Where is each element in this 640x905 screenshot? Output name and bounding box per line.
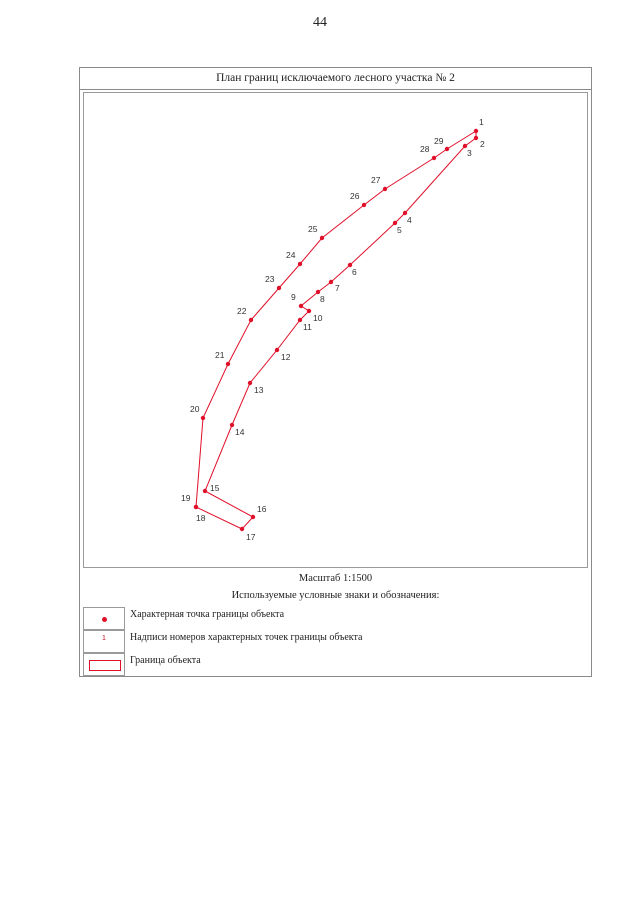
- point-label-17: 17: [246, 532, 256, 542]
- point-label-24: 24: [286, 250, 296, 260]
- point-number-symbol: 1: [102, 635, 106, 642]
- point-label-11: 11: [303, 322, 312, 332]
- point-label-19: 19: [181, 493, 191, 503]
- plan-frame: [79, 67, 592, 677]
- point-label-16: 16: [257, 504, 267, 514]
- legend-label: Надписи номеров характерных точек границы объекта: [130, 632, 363, 643]
- boundary-point-10: [307, 309, 311, 313]
- boundary-point-7: [329, 280, 333, 284]
- point-label-29: 29: [434, 136, 444, 146]
- boundary-point-28: [432, 156, 436, 160]
- boundary-point-22: [249, 318, 253, 322]
- point-label-26: 26: [350, 191, 360, 201]
- point-label-14: 14: [235, 427, 245, 437]
- map-area: [83, 92, 588, 568]
- point-label-5: 5: [397, 225, 402, 235]
- point-label-4: 4: [407, 215, 412, 225]
- boundary-map: [84, 93, 589, 569]
- boundary-point-26: [362, 203, 366, 207]
- boundary-point-12: [275, 348, 279, 352]
- point-label-22: 22: [237, 306, 247, 316]
- point-label-1: 1: [479, 117, 484, 127]
- legend-label: Характерная точка границы объекта: [130, 609, 285, 620]
- red-dot-icon: [102, 617, 107, 622]
- legend-symbol-box: [83, 630, 125, 653]
- legend-item-number: [80, 630, 591, 655]
- boundary-point-29: [445, 147, 449, 151]
- boundary-line-icon: [89, 660, 121, 671]
- point-label-25: 25: [308, 224, 318, 234]
- legend-heading: Используемые условные знаки и обозначения:: [231, 590, 440, 601]
- scale-label: Масштаб 1:1500: [298, 573, 373, 584]
- point-label-7: 7: [335, 283, 340, 293]
- boundary-point-17: [240, 527, 244, 531]
- legend-symbol-box: [83, 607, 125, 630]
- boundary-point-1: [474, 129, 478, 133]
- boundary-line: [196, 131, 476, 529]
- boundary-point-21: [226, 362, 230, 366]
- boundary-point-9: [299, 304, 303, 308]
- point-label-9: 9: [291, 292, 296, 302]
- point-label-18: 18: [196, 513, 206, 523]
- boundary-points: [181, 117, 485, 542]
- boundary-point-11: [298, 318, 302, 322]
- legend-symbol-box: [83, 653, 125, 676]
- point-label-13: 13: [254, 385, 264, 395]
- point-label-3: 3: [467, 148, 472, 158]
- boundary-point-13: [248, 381, 252, 385]
- point-label-10: 10: [313, 313, 323, 323]
- boundary-point-27: [383, 187, 387, 191]
- legend-item-boundary: [80, 653, 591, 678]
- point-label-15: 15: [210, 483, 220, 493]
- boundary-point-24: [298, 262, 302, 266]
- boundary-point-15: [203, 489, 207, 493]
- boundary-point-19: [194, 505, 198, 509]
- point-label-27: 27: [371, 175, 381, 185]
- point-label-23: 23: [265, 274, 275, 284]
- boundary-point-16: [251, 515, 255, 519]
- point-label-6: 6: [352, 267, 357, 277]
- point-label-8: 8: [320, 294, 325, 304]
- page-number: 44: [313, 15, 327, 30]
- point-label-2: 2: [480, 139, 485, 149]
- legend-label: Граница объекта: [130, 655, 201, 666]
- boundary-point-14: [230, 423, 234, 427]
- point-label-12: 12: [281, 352, 291, 362]
- boundary-point-25: [320, 236, 324, 240]
- boundary-point-2: [474, 136, 478, 140]
- legend-item-point: [80, 607, 591, 632]
- boundary-point-20: [201, 416, 205, 420]
- point-label-20: 20: [190, 404, 200, 414]
- plan-title: План границ исключаемого лесного участка № 2: [80, 68, 591, 90]
- boundary-point-23: [277, 286, 281, 290]
- point-label-21: 21: [215, 350, 225, 360]
- point-label-28: 28: [420, 144, 430, 154]
